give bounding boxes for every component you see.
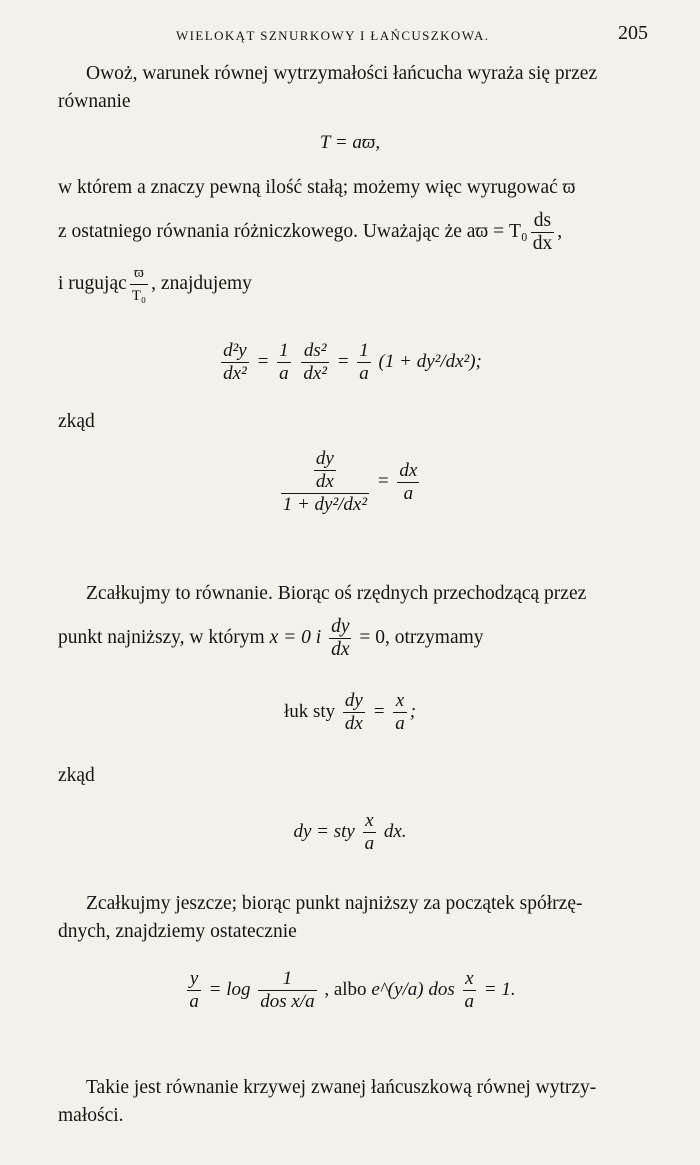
fraction xyxy=(343,690,365,735)
equation-text: = xyxy=(372,700,386,722)
fraction xyxy=(329,616,351,661)
numerator: ds xyxy=(531,210,555,233)
fraction xyxy=(363,810,377,855)
fraction xyxy=(531,210,555,255)
denominator: dx xyxy=(315,471,334,492)
compound-fraction xyxy=(281,448,369,516)
equation-text: (1 + dy²/dx²); xyxy=(378,350,482,372)
paragraph-3-line-2 xyxy=(58,616,658,661)
denominator: dx xyxy=(344,713,363,734)
zkad-2 xyxy=(58,762,658,790)
text-line: = 0, otrzymamy xyxy=(359,626,484,648)
denominator: T₀ xyxy=(131,288,147,304)
fraction xyxy=(393,690,407,735)
numerator: y xyxy=(187,968,201,991)
text-line: zkąd xyxy=(58,411,95,432)
text-line: punkt najniższy, w którym xyxy=(58,626,265,648)
fraction xyxy=(314,448,336,493)
equation-1 xyxy=(0,132,700,154)
numerator: dx xyxy=(399,459,418,481)
paragraph-3 xyxy=(58,580,658,608)
fraction xyxy=(301,340,329,385)
equation-text: T = aϖ, xyxy=(319,132,381,153)
fraction xyxy=(130,262,148,307)
denominator: a xyxy=(189,991,199,1012)
text-line: Owoż, warunek równej wytrzymałości łańcucha wyraża się przez xyxy=(86,63,598,84)
denominator: a xyxy=(279,363,289,384)
equation-text: dy = sty xyxy=(293,820,355,842)
fraction xyxy=(221,340,249,385)
equation-text: ; xyxy=(409,700,417,722)
paragraph-4 xyxy=(58,890,658,946)
numerator: ds² xyxy=(301,340,329,363)
numerator: x xyxy=(393,690,407,713)
equation-text: = log xyxy=(208,978,251,1000)
denominator: dos x/a xyxy=(260,991,315,1012)
fraction xyxy=(187,968,201,1013)
equation-text: x = 0 i xyxy=(269,626,322,648)
denominator: 1 + dy²/dx² xyxy=(282,494,368,515)
numerator: dy xyxy=(331,616,350,637)
equation-4 xyxy=(0,690,700,735)
text-line: równanie xyxy=(58,91,131,112)
fraction xyxy=(397,460,419,505)
equation-text: e^(y/a) dos xyxy=(371,978,455,1000)
page-header xyxy=(0,22,700,46)
text-line: i rugując xyxy=(58,272,127,294)
numerator: 1 xyxy=(258,968,316,991)
denominator: a xyxy=(403,482,414,504)
text-line: Takie jest równanie krzywej zwanej łańcuszkową równej wytrzy- xyxy=(86,1077,597,1098)
text-line: małości. xyxy=(58,1105,124,1126)
running-head: WIELOKĄT SZNURKOWY I ŁAŃCUSZKOWA. xyxy=(176,28,490,43)
equation-text: łuk sty xyxy=(283,700,336,722)
numerator: x xyxy=(363,810,377,833)
text-line: Zcałkujmy jeszcze; biorąc punkt najniższy za początek spółrzę- xyxy=(86,893,583,914)
text-line: Zcałkujmy to równanie. Biorąc oś rzędnych przechodzącą przez xyxy=(86,583,587,604)
equation-3: $\frac{\frac{dy}{dx}}{\text{1 + dy²/dx²}}$ = $\frac{dx}{a}$ xyxy=(282,448,418,515)
equation-text: dx. xyxy=(383,820,407,842)
denominator: dx xyxy=(532,233,553,254)
page-number: 205 xyxy=(618,22,648,44)
zkad-1 xyxy=(58,408,658,436)
fraction xyxy=(357,340,371,385)
equation-2: $\frac{\text{d²y}}{\text{dx²}}$ = $\frac{1}{a}$ $\frac{\text{ds²}}{\text{dx²}}$ = $\frac{1}{a}$ (1 + dy²/dx²); xyxy=(223,340,482,384)
denominator: a xyxy=(464,991,475,1012)
denominator: a xyxy=(359,363,369,384)
denominator: a xyxy=(364,833,375,854)
paragraph-5 xyxy=(58,1074,658,1130)
text-line: zkąd xyxy=(58,765,95,786)
numerator xyxy=(281,448,369,494)
text-line: w którem a znaczy pewną ilość stałą; możemy więc wyrugować ϖ xyxy=(58,177,576,198)
numerator: d²y xyxy=(223,340,247,361)
denominator: a xyxy=(395,713,405,734)
numerator: 1 xyxy=(359,340,369,361)
fraction xyxy=(463,968,477,1013)
numerator: 1 xyxy=(279,340,289,361)
paragraph-2-line-2: z ostatniego równania różniczkowego. Uważając że aϖ = T₀ $\frac{ds}{dx}$ , xyxy=(58,210,563,254)
denominator: dx² xyxy=(303,363,327,384)
paragraph-2-line-3 xyxy=(58,262,658,307)
paragraph-2 xyxy=(58,174,658,202)
denominator: dx xyxy=(331,639,350,660)
paragraph-1 xyxy=(58,60,658,116)
text-line: dnych, znajdziemy ostatecznie xyxy=(58,921,297,942)
denominator: dx² xyxy=(223,363,247,384)
equation-6 xyxy=(0,968,700,1013)
numerator: x xyxy=(463,968,477,991)
equation-text: = 1. xyxy=(483,978,516,1000)
text-line: z ostatniego równania różniczkowego. Uważając że aϖ = T₀ xyxy=(58,220,528,242)
equation-5 xyxy=(0,810,700,855)
numerator: dy xyxy=(315,448,334,469)
fraction xyxy=(277,340,291,385)
numerator: dy xyxy=(344,690,363,711)
text-line: , znajdujemy xyxy=(151,272,252,294)
fraction xyxy=(258,968,316,1013)
equation-text: , albo xyxy=(324,978,367,1000)
numerator: ϖ xyxy=(130,262,148,285)
